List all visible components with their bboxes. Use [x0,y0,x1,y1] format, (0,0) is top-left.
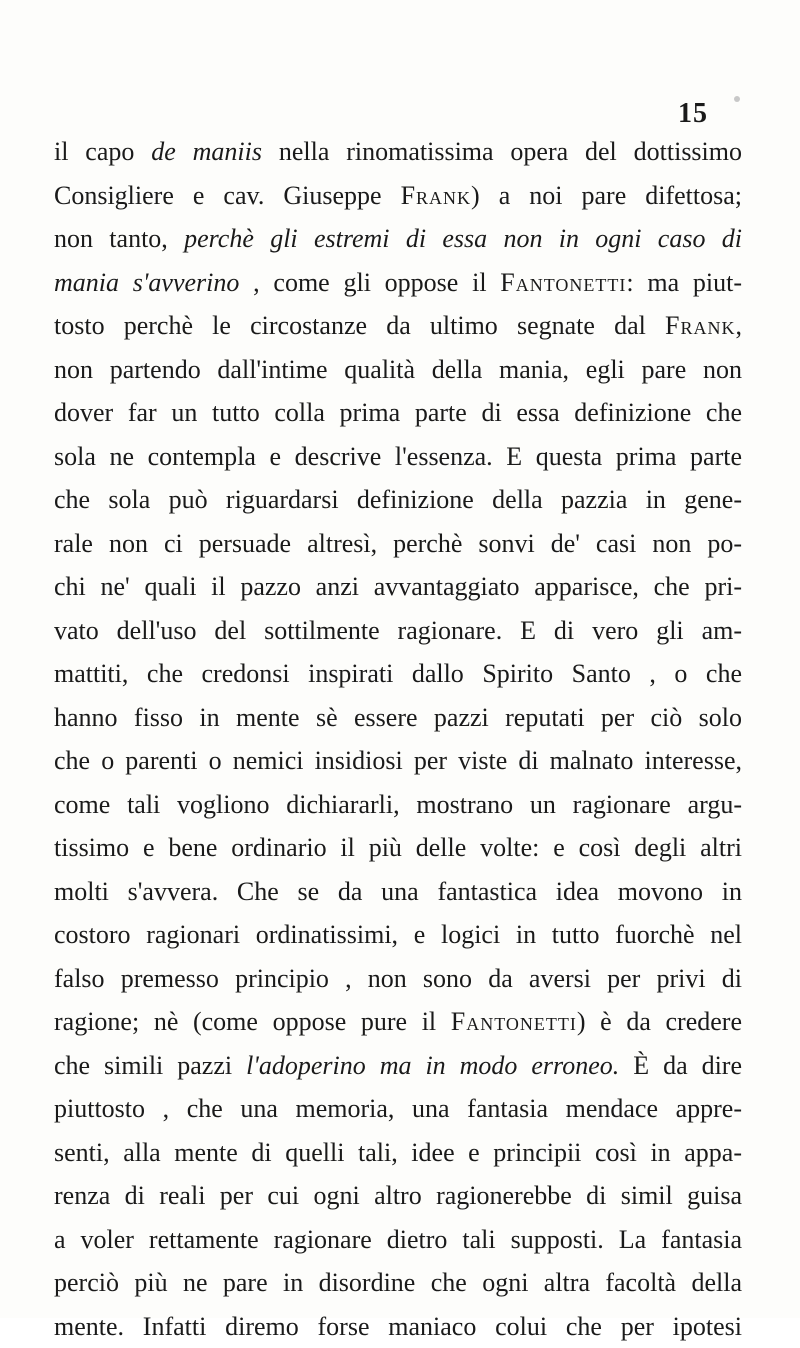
text-segment: senti, alla mente di quelli tali, idee e principii così in appa- [54,1138,742,1167]
text-line [54,1261,742,1305]
text-line [54,217,742,261]
text-line [54,1044,742,1088]
page-number: 15 [678,98,708,130]
text-line [54,1174,742,1218]
text-segment: che o parenti o nemici insidiosi per viste di malnato interesse, [54,746,742,775]
text-line [54,565,742,609]
text-segment: rale non ci persuade altresì, perchè sonvi de' casi non po- [54,529,742,558]
text-segment: non partendo dall'intime qualità della mania, egli pare non [54,355,742,384]
text-line [54,870,742,914]
body-text [54,130,742,1348]
small-caps-name: Fantonetti [500,268,626,297]
text-segment: che sola può riguardarsi definizione della pazzia in gene- [54,485,742,514]
text-segment: chi ne' quali il pazzo anzi avvantaggiato apparisce, che pri- [54,572,742,601]
text-segment: mattiti, che credonsi inspirati dallo Spirito Santo , o che [54,659,742,688]
text-line [54,913,742,957]
text-segment: nella rinomatissima opera del dottissimo [262,137,742,166]
text-line [54,1131,742,1175]
text-line [54,435,742,479]
text-segment: che simili pazzi [54,1051,246,1080]
text-segment: perciò più ne pare in disordine che ogni altra facoltà della [54,1268,742,1297]
text-segment: tissimo e bene ordinario il più delle volte: e così degli altri [54,833,742,862]
text-line [54,478,742,522]
small-caps-name: Fantonetti [451,1007,577,1036]
text-segment: ) è da credere [577,1007,742,1036]
italic-text: perchè gli estremi di essa non in ogni caso di [184,224,742,253]
text-segment: non tanto, [54,224,184,253]
text-line [54,304,742,348]
text-segment: molti s'avvera. Che se da una fantastica idea movono in [54,877,742,906]
text-segment: costoro ragionari ordinatissimi, e logici in tutto fuorchè nel [54,920,742,949]
text-segment: , [736,311,743,340]
text-line [54,1305,742,1348]
text-segment: , come gli oppose il [239,268,500,297]
text-line [54,391,742,435]
text-line [54,1218,742,1262]
text-segment: come tali vogliono dichiararli, mostrano un ragionare argu- [54,790,742,819]
text-line [54,348,742,392]
italic-text: de maniis [151,137,262,166]
text-line [54,261,742,305]
text-line [54,739,742,783]
text-line [54,652,742,696]
italic-text: mania s'avverino [54,268,239,297]
text-segment: hanno fisso in mente sè essere pazzi reputati per ciò solo [54,703,742,732]
text-segment: È da dire [619,1051,742,1080]
text-line [54,609,742,653]
text-segment: a voler rettamente ragionare dietro tali supposti. La fantasia [54,1225,742,1254]
text-line [54,826,742,870]
text-line [54,174,742,218]
paper-speck [734,96,740,102]
text-segment: Consigliere e cav. Giuseppe [54,181,401,210]
text-line [54,522,742,566]
text-segment: sola ne contempla e descrive l'essenza. E questa prima parte [54,442,742,471]
text-line [54,783,742,827]
italic-text: l'adoperino ma in modo erroneo. [246,1051,619,1080]
text-segment: vato dell'uso del sottilmente ragionare. E di vero gli am- [54,616,742,645]
text-segment: ) a noi pare difettosa; [471,181,742,210]
text-segment: il capo [54,137,151,166]
text-segment: dover far un tutto colla prima parte di essa definizione che [54,398,742,427]
text-segment: mente. Infatti diremo forse maniaco colui che per ipotesi [54,1312,742,1341]
text-segment: piuttosto , che una memoria, una fantasia mendace appre- [54,1094,742,1123]
text-line [54,696,742,740]
text-line [54,130,742,174]
small-caps-name: Frank [665,311,735,340]
text-segment: falso premesso principio , non sono da aversi per privi di [54,964,742,993]
text-line [54,1087,742,1131]
text-segment: : ma piut- [626,268,742,297]
text-segment: tosto perchè le circostanze da ultimo segnate dal [54,311,665,340]
small-caps-name: Frank [401,181,471,210]
text-segment: ragione; nè (come oppose pure il [54,1007,451,1036]
text-segment: renza di reali per cui ogni altro ragionerebbe di simil guisa [54,1181,742,1210]
text-line [54,1000,742,1044]
text-line [54,957,742,1001]
